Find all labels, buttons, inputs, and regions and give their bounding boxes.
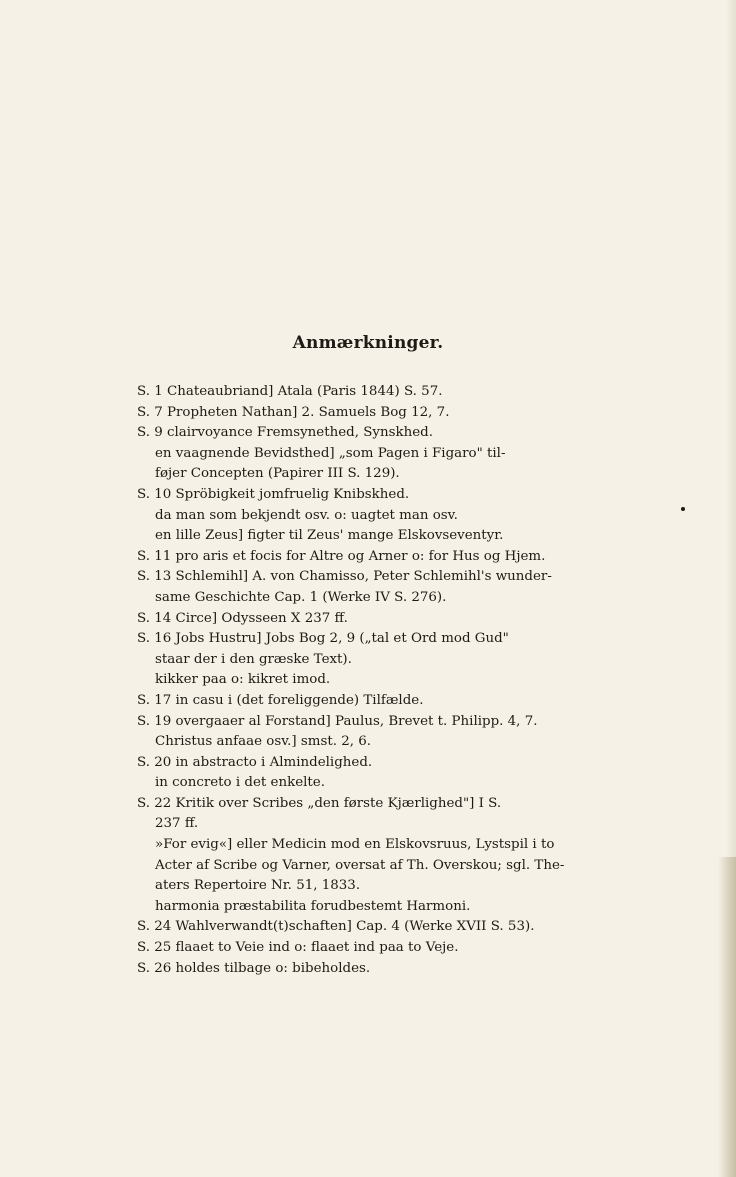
- note-line: same Geschichte Cap. 1 (Werke IV S. 276).: [155, 589, 447, 605]
- note-line: en lille Zeus] figter til Zeus' mange Elskovseventyr.: [155, 528, 504, 544]
- note-line: føjer Concepten (Papirer III S. 129).: [155, 466, 400, 482]
- note-line: kikker paa o: kikret imod.: [155, 672, 331, 688]
- note-line: Christus anfaae osv.] smst. 2, 6.: [155, 734, 372, 750]
- note-line: aters Repertoire Nr. 51, 1833.: [155, 878, 361, 894]
- note-line: S. 20 in abstracto i Almindelighed.: [137, 754, 373, 770]
- note-line: S. 17 in casu i (det foreliggende) Tilfælde.: [137, 692, 424, 708]
- note-line: S. 16 Jobs Hustru] Jobs Bog 2, 9 („tal et Ord mod Gud": [137, 631, 509, 647]
- note-line: S. 24 Wahlverwandt(t)schaften] Cap. 4 (Werke XVII S. 53).: [137, 919, 535, 935]
- note-line: S. 22 Kritik over Scribes „den første Kjærlighed"] I S.: [137, 795, 502, 811]
- note-line: S. 19 overgaaer al Forstand] Paulus, Brevet t. Philipp. 4, 7.: [137, 713, 538, 729]
- note-line: in concreto i det enkelte.: [155, 775, 325, 791]
- note-line: S. 14 Circe] Odysseen X 237 ff.: [137, 610, 348, 626]
- note-line: S. 11 pro aris et focis for Altre og Arner o: for Hus og Hjem.: [137, 548, 546, 564]
- notes-list: [137, 382, 697, 979]
- note-line: S. 26 holdes tilbage o: bibeholdes.: [137, 960, 371, 976]
- note-line: S. 10 Spröbigkeit jomfruelig Knibskhed.: [137, 486, 410, 502]
- page-corner-shadow: [718, 857, 736, 1177]
- page-title: Anmærkninger.: [292, 333, 444, 353]
- note-line: 237 ff.: [155, 816, 199, 832]
- note-line: S. 9 clairvoyance Fremsynethed, Synskhed.: [137, 425, 433, 441]
- note-line: »For evig«] eller Medicin mod en Elskovsruus, Lystspil i to: [155, 837, 555, 853]
- note-line: da man som bekjendt osv. o: uagtet man osv.: [155, 507, 458, 523]
- note-line: en vaagnende Bevidsthed] „som Pagen i Figaro" til-: [155, 445, 506, 461]
- note-line: S. 25 flaaet to Veie ind o: flaaet ind paa to Veje.: [137, 940, 459, 956]
- note-line: S. 7 Propheten Nathan] 2. Samuels Bog 12, 7.: [137, 404, 450, 420]
- note-line: harmonia præstabilita forudbestemt Harmoni.: [155, 898, 471, 914]
- note-line: staar der i den græske Text).: [155, 651, 352, 667]
- note-line: S. 13 Schlemihl] A. von Chamisso, Peter Schlemihl's wunder-: [137, 569, 552, 585]
- note-line: Acter af Scribe og Varner, oversat af Th. Overskou; sgl. The-: [155, 857, 565, 873]
- note-line: S. 1 Chateaubriand] Atala (Paris 1844) S. 57.: [137, 384, 443, 399]
